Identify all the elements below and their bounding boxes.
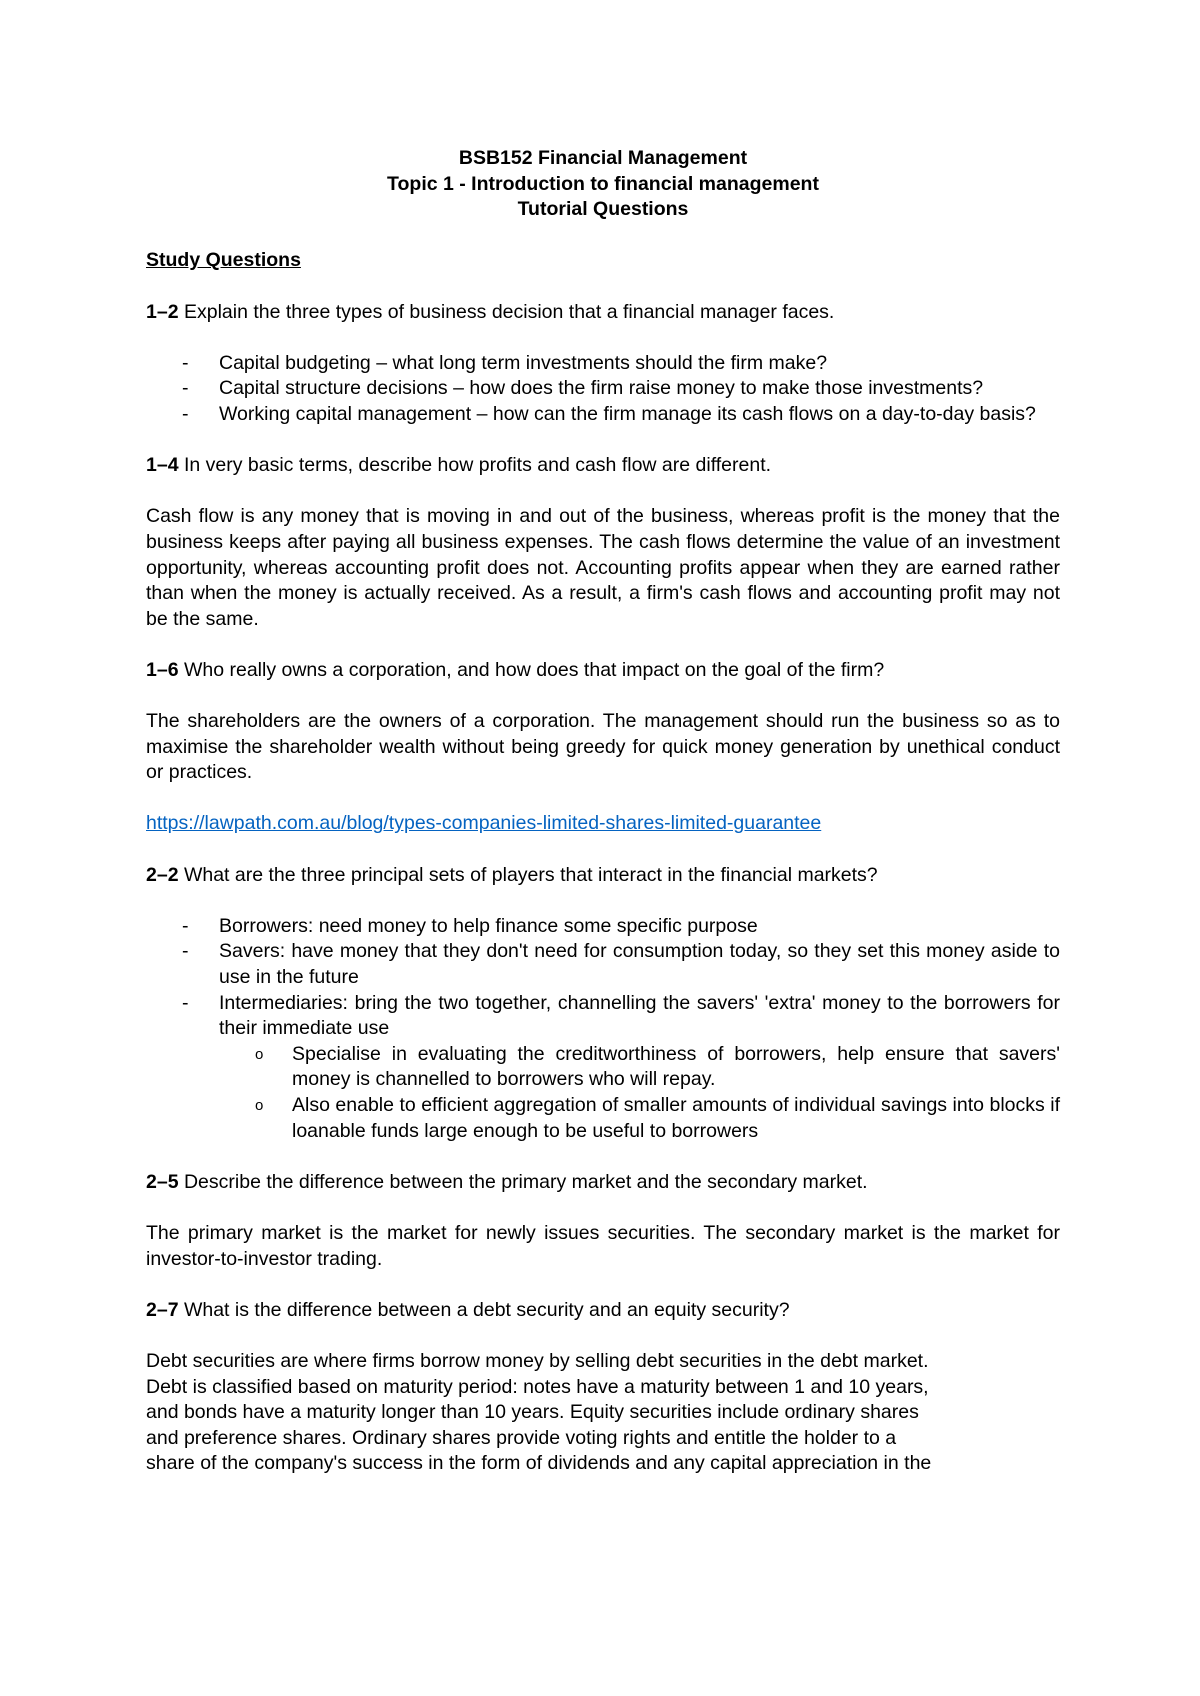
- answer-line: Debt is classified based on maturity period: notes have a maturity between 1 and 10 years,: [146, 1375, 929, 1398]
- topic-title: Topic 1 - Introduction to financial management: [387, 172, 819, 195]
- list-item: - Borrowers: need money to help finance some specific purpose: [146, 914, 1060, 940]
- sub-list-item: o Specialise in evaluating the creditworthiness of borrowers, help ensure that savers' money is channelled to borrowers who will repay.: [255, 1042, 1060, 1091]
- list-item: - Capital structure decisions – how does the firm raise money to make those investments?: [146, 376, 1060, 402]
- section-title: Study Questions: [146, 249, 301, 272]
- dash-bullet: -: [182, 991, 189, 1014]
- question-2-5: [146, 1170, 1060, 1196]
- answer-1-4: Cash flow is any money that is moving in and out of the business, whereas profit is the money that the business keeps after paying all business expenses. The cash flows determine the value of an investment opportunity, whereas accounting profit does not. Accounting profits appear when they are earned rather than when the money is actually received. As a result, a firm's cash flows and accounting profit may not be the same.: [146, 505, 1060, 630]
- question-2-7: [146, 1298, 1060, 1324]
- dash-bullet: -: [182, 914, 189, 937]
- question-number: 1–6: [146, 658, 179, 681]
- reference-link-paragraph: [146, 811, 1060, 837]
- question-1-6: [146, 658, 1060, 684]
- question-1-2: [146, 300, 1060, 326]
- document-header: [146, 146, 1060, 223]
- list-item: - Working capital management – how can the firm manage its cash flows on a day-to-day basis?: [146, 402, 1060, 428]
- answer-2-7: [146, 1349, 1060, 1477]
- answer-line: and bonds have a maturity longer than 10 years. Equity securities include ordinary shares: [146, 1401, 919, 1424]
- question-number: 2–7: [146, 1298, 179, 1321]
- sub-list-item: o Also enable to efficient aggregation of smaller amounts of individual savings into blocks if loanable funds large enough to be useful to borrowers: [255, 1093, 1060, 1142]
- list-item: - Savers: have money that they don't need for consumption today, so they set this money aside to use in the future: [182, 940, 1060, 988]
- question-number: 1–2: [146, 300, 179, 323]
- answer-line: share of the company's success in the form of dividends and any capital appreciation in the: [146, 1452, 932, 1475]
- question-text: What are the three principal sets of players that interact in the financial markets?: [178, 863, 878, 886]
- question-number: 1–4: [146, 454, 179, 477]
- dash-bullet: -: [182, 351, 189, 374]
- question-number: 2–2: [146, 863, 179, 886]
- circle-bullet: o: [255, 1096, 264, 1114]
- reference-link[interactable]: https://lawpath.com.au/blog/types-companies-limited-shares-limited-guarantee: [146, 812, 822, 835]
- question-text: Describe the difference between the primary market and the secondary market.: [178, 1170, 868, 1193]
- question-text: In very basic terms, describe how profits and cash flow are different.: [178, 454, 772, 477]
- answer-line: and preference shares. Ordinary shares provide voting rights and entitle the holder to a: [146, 1426, 897, 1449]
- subtitle: Tutorial Questions: [517, 198, 689, 221]
- answer-list-2-2: [146, 914, 1060, 1144]
- answer-list-1-2: [146, 351, 1060, 428]
- dash-bullet: -: [182, 402, 189, 425]
- list-item: - Capital budgeting – what long term investments should the firm make?: [146, 351, 1060, 377]
- dash-bullet: -: [182, 940, 189, 963]
- answer-2-5: The primary market is the market for newly issues securities. The secondary market is the market for investor-to-investor trading.: [146, 1221, 1060, 1270]
- question-number: 2–5: [146, 1170, 179, 1193]
- circle-bullet: o: [255, 1045, 264, 1063]
- question-text: Explain the three types of business decision that a financial manager faces.: [178, 300, 835, 323]
- answer-1-6: The shareholders are the owners of a corporation. The management should run the business so as to maximise the shareholder wealth without being greedy for quick money generation by unethical conduct or practices.: [146, 710, 1060, 784]
- question-text: What is the difference between a debt security and an equity security?: [178, 1298, 790, 1321]
- question-2-2: [146, 863, 1060, 889]
- dash-bullet: -: [182, 377, 189, 400]
- course-title: BSB152 Financial Management: [458, 147, 748, 169]
- document-page: [146, 146, 1060, 1477]
- sub-list: [219, 1042, 1060, 1144]
- answer-line: Debt securities are where firms borrow money by selling debt securities in the debt market.: [146, 1349, 929, 1372]
- question-text: Who really owns a corporation, and how does that impact on the goal of the firm?: [178, 658, 885, 681]
- list-item: - Intermediaries: bring the two together, channelling the savers' 'extra' money to the borrowers for their immediate use o Specialise in evaluating the creditworthiness of borrowers, help ensure that savers' money is channelled to borrowers who will repay. o Also enable to efficient aggregation of smaller amounts of individual savings into blocks if loanable funds large enough to be useful to borrowers: [146, 991, 1060, 1145]
- question-1-4: [146, 453, 1060, 479]
